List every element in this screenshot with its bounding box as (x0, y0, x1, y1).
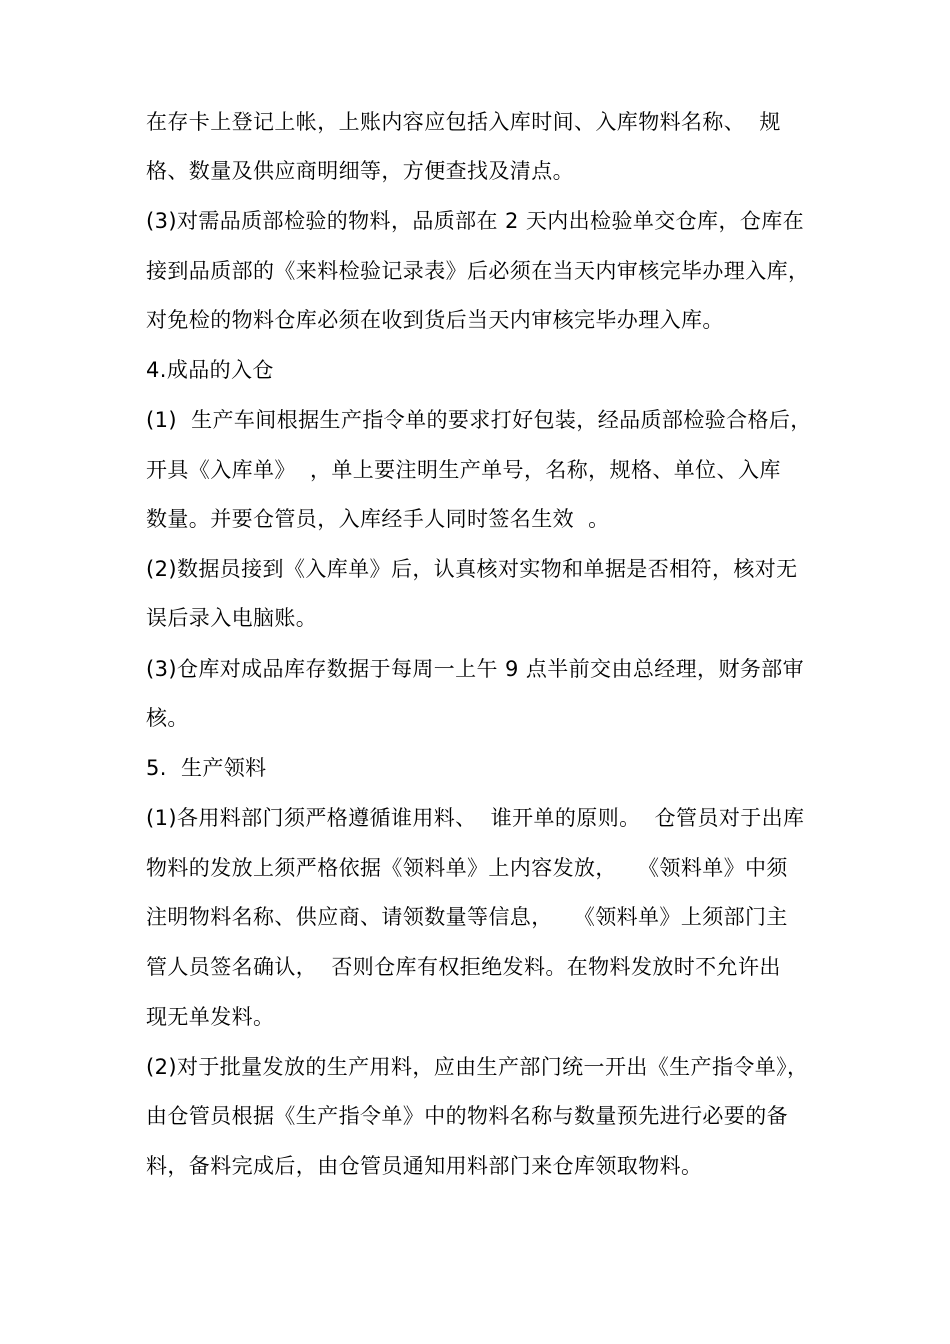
text-line: (2)数据员接到《入库单》后，认真核对实物和单据是否相符，核对无 (146, 557, 798, 581)
text-line: 误后录入电脑账。 (146, 606, 318, 630)
text-line: 由仓管员根据《生产指令单》中的物料名称与数量预先进行必要的备 (146, 1104, 788, 1128)
text-line: 现无单发料。 (146, 1005, 275, 1029)
text-line: 格、数量及供应商明细等，方便查找及清点。 (146, 159, 574, 183)
text-line: (1)各用料部门须严格遵循谁用料、 谁开单的原则。 仓管员对于出库 (146, 806, 805, 830)
text-line: (1) 生产车间根据生产指令单的要求打好包装，经品质部检验合格后， (146, 408, 812, 432)
section-heading: 5. 生产领料 (146, 756, 267, 780)
text-line: 注明物料名称、供应商、请领数量等信息， 《领料单》上须部门主 (146, 905, 788, 929)
text-line: 开具《入库单》 ，单上要注明生产单号，名称，规格、单位、入库 (146, 458, 781, 482)
section-heading: 4.成品的入仓 (146, 358, 274, 382)
text-line: 管人员签名确认， 否则仓库有权拒绝发料。在物料发放时不允许出 (146, 955, 781, 979)
text-line: 料，备料完成后，由仓管员通知用料部门来仓库领取物料。 (146, 1154, 703, 1178)
text-line: 数量。并要仓管员，入库经手人同时签名生效 。 (146, 507, 610, 531)
text-line: 在存卡上登记上帐，上账内容应包括入库时间、入库物料名称、 规 (146, 110, 781, 134)
text-line: 核。 (146, 706, 189, 730)
text-line: (3)对需品质部检验的物料，品质部在 2 天内出检验单交仓库，仓库在 (146, 209, 805, 233)
text-line: (3)仓库对成品库存数据于每周一上午 9 点半前交由总经理，财务部审 (146, 657, 805, 681)
text-line: 接到品质部的《来料检验记录表》后必须在当天内审核完毕办理入库， (146, 259, 810, 283)
text-line: 对免检的物料仓库必须在收到货后当天内审核完毕办理入库。 (146, 308, 724, 332)
text-line: (2)对于批量发放的生产用料，应由生产部门统一开出《生产指令单》， (146, 1055, 809, 1079)
text-line: 物料的发放上须严格依据《领料单》上内容发放， 《领料单》中须 (146, 856, 788, 880)
